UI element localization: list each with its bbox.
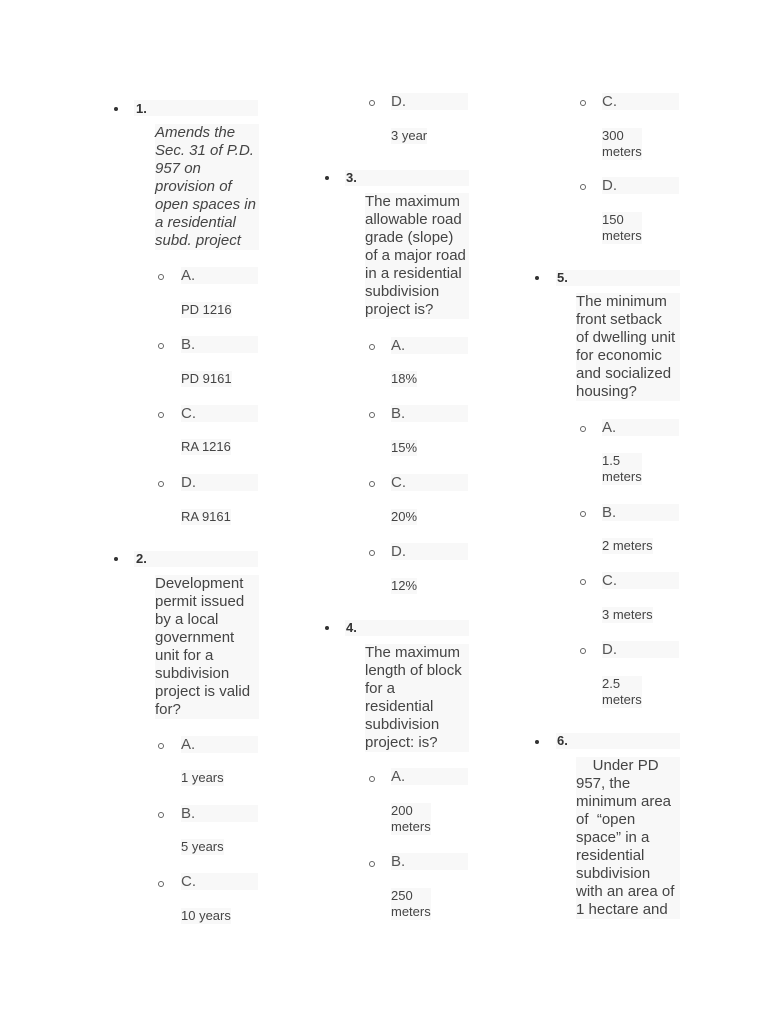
bullet xyxy=(114,557,118,561)
option-value: 12% xyxy=(391,578,418,593)
question-text: The maximum length of block for a residential subdivision project: is? xyxy=(365,644,469,752)
question-text: Amends the Sec. 31 of P.D. 957 on provision of open spaces in a residential subd. project xyxy=(155,124,259,250)
option-value: 2.5 meters xyxy=(602,676,642,707)
option-label: B. xyxy=(391,853,468,870)
question-number-box xyxy=(345,620,469,636)
option-bullet xyxy=(580,426,586,432)
option-value: 1 years xyxy=(181,770,224,785)
option-value: PD 9161 xyxy=(181,371,232,386)
bullet xyxy=(325,176,329,180)
option-value: RA 1216 xyxy=(181,439,231,454)
option-value: 300 meters xyxy=(602,128,642,159)
question-text: The minimum front setback of dwelling unit for economic and socialized housing? xyxy=(576,293,680,401)
option-bullet xyxy=(158,343,164,349)
option-bullet xyxy=(580,648,586,654)
option-label: A. xyxy=(181,736,258,753)
option-bullet xyxy=(158,812,164,818)
option-value: 1.5 meters xyxy=(602,453,642,484)
option-value: 200 meters xyxy=(391,803,431,834)
option-value: 150 meters xyxy=(602,212,642,243)
option-label: B. xyxy=(391,405,468,422)
option-bullet xyxy=(369,412,375,418)
option-value: 2 meters xyxy=(602,538,653,553)
option-bullet xyxy=(580,184,586,190)
option-label: B. xyxy=(181,336,258,353)
question-number-box xyxy=(345,170,469,186)
option-bullet xyxy=(158,274,164,280)
option-label: A. xyxy=(391,337,468,354)
option-bullet xyxy=(369,100,375,106)
option-value: 10 years xyxy=(181,908,231,923)
question-number: 3. xyxy=(346,170,357,185)
question-number: 5. xyxy=(557,270,568,285)
option-label: A. xyxy=(602,419,679,436)
option-label: B. xyxy=(181,805,258,822)
option-value: 15% xyxy=(391,440,418,455)
option-value: 3 year xyxy=(391,128,428,143)
option-value: 5 years xyxy=(181,839,224,854)
option-label: C. xyxy=(391,474,468,491)
option-bullet xyxy=(158,412,164,418)
option-bullet xyxy=(158,881,164,887)
question-number-box xyxy=(556,733,680,749)
option-bullet xyxy=(369,344,375,350)
option-bullet xyxy=(369,861,375,867)
option-bullet xyxy=(369,550,375,556)
option-bullet xyxy=(580,579,586,585)
option-label: D. xyxy=(181,474,258,491)
option-value: 20% xyxy=(391,509,418,524)
question-number: 2. xyxy=(136,551,147,566)
option-label: D. xyxy=(391,93,468,110)
question-number: 4. xyxy=(346,620,357,635)
option-bullet xyxy=(369,776,375,782)
question-text: The maximum allowable road grade (slope) of a major road in a residential subdivision project is? xyxy=(365,193,469,319)
option-label: A. xyxy=(391,768,468,785)
option-bullet xyxy=(580,511,586,517)
option-bullet xyxy=(580,100,586,106)
option-label: D. xyxy=(602,177,679,194)
option-label: B. xyxy=(602,504,679,521)
option-label: D. xyxy=(391,543,468,560)
option-bullet xyxy=(158,743,164,749)
question-number-box xyxy=(134,551,258,567)
option-value: 18% xyxy=(391,371,418,386)
bullet xyxy=(535,740,539,744)
option-bullet xyxy=(158,481,164,487)
bullet xyxy=(114,107,118,111)
bullet xyxy=(535,276,539,280)
question-number-box xyxy=(556,270,680,286)
option-label: D. xyxy=(602,641,679,658)
option-label: C. xyxy=(181,405,258,422)
question-text: Under PD 957, the minimum area of “open space” in a residential subdivision with an area of 1 hectare and xyxy=(576,757,680,919)
option-value: PD 1216 xyxy=(181,302,232,317)
question-text: Development permit issued by a local government unit for a subdivision project is valid for? xyxy=(155,575,259,719)
option-label: C. xyxy=(602,572,679,589)
option-value: 3 meters xyxy=(602,607,653,622)
question-number-box xyxy=(134,100,258,116)
option-value: RA 9161 xyxy=(181,509,231,524)
bullet xyxy=(325,626,329,630)
question-number: 6. xyxy=(557,733,568,748)
option-label: C. xyxy=(181,873,258,890)
option-label: A. xyxy=(181,267,258,284)
option-value: 250 meters xyxy=(391,888,431,919)
option-label: C. xyxy=(602,93,679,110)
question-number: 1. xyxy=(136,101,147,116)
option-bullet xyxy=(369,481,375,487)
